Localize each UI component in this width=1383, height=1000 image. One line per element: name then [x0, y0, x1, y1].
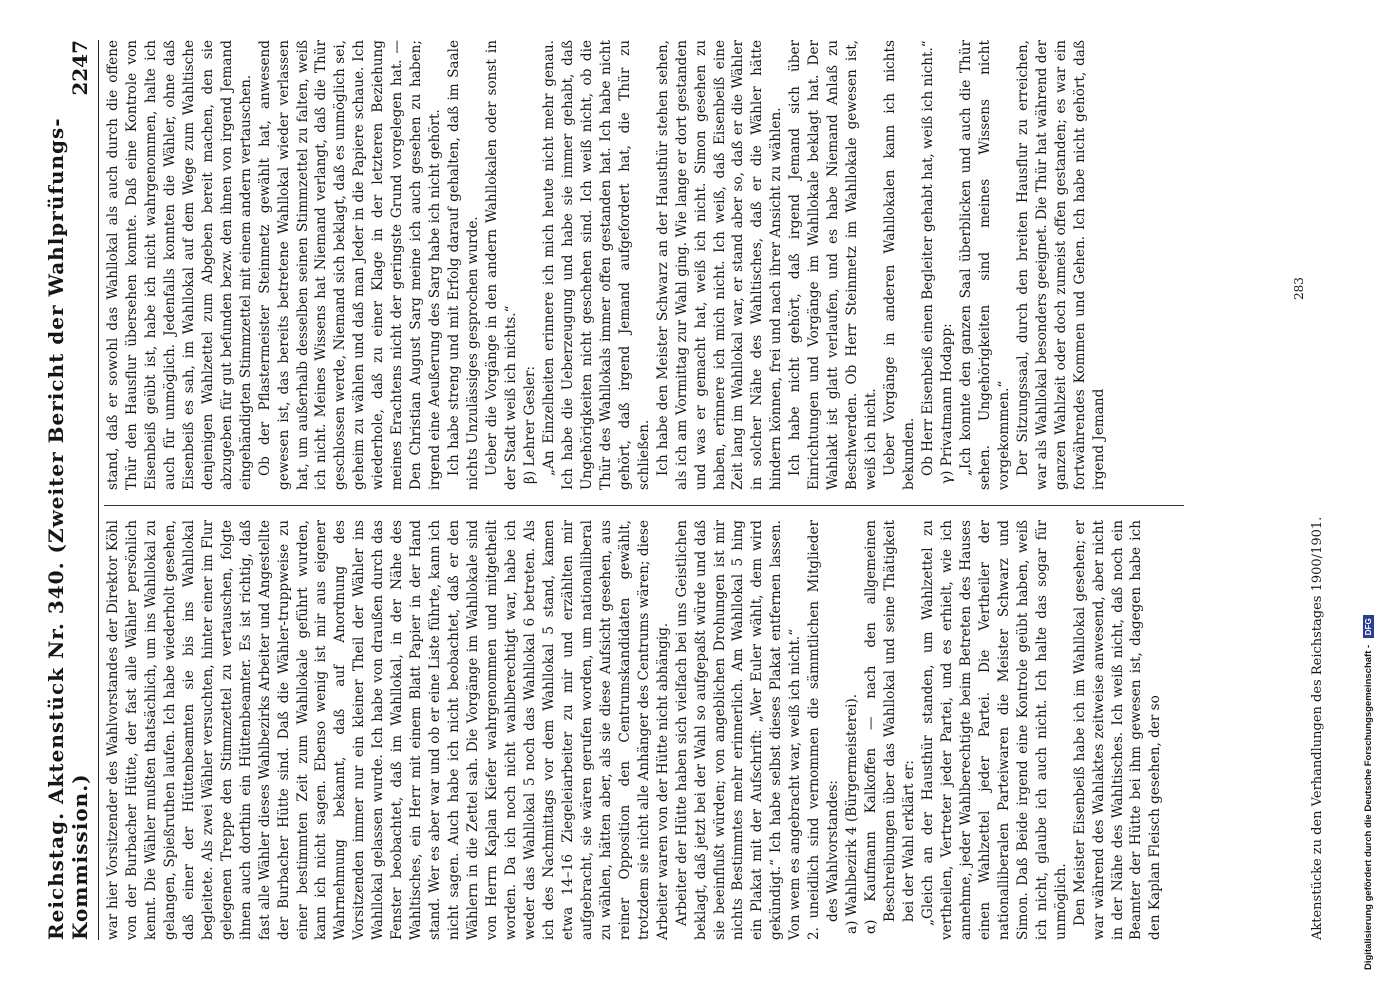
footer-source: Aktenstücke zu den Verhandlungen des Reichstages 1900/1901. [1310, 516, 1325, 940]
right-column [104, 40, 1109, 490]
subsection-heading: a) Wahlbezirk 4 (Bürgermeisterei). [844, 693, 861, 934]
paragraph: Ich habe nicht gehört, daß irgend Jemand sich über Einrichtungen und Vorgänge im Wahllokale beklagt hat. Der Wahlakt ist glatt verlaufen, und es habe Niemand Anlaß zu Beschwerden. Ob Herr Steinmetz im Wahllokale gewesen ist, weiß ich nicht. [787, 40, 880, 490]
header-page-number: 2247 [68, 40, 92, 96]
paragraph: Ueber Vorgänge in anderen Wahllokalen kann ich nichts bekunden. [882, 40, 918, 490]
digitization-note [1363, 0, 1374, 970]
column-divider [104, 505, 1184, 506]
footer-page-number: 283 [1292, 277, 1306, 300]
paragraph: stand, daß er sowohl das Wahllokal als auch durch die offene Thür den Hausflur übersehen konnte. Daß eine Kontrole von Eisenbeiß geübt ist, habe ich nicht wahrgenommen, halte ich auch für unmöglich. Jedenfalls konnten die Wähler, ohne daß Eisenbeiß es sah, im Wahllokal auf dem Wege zum Wahltische denjenigen Wahlzettel zum Abgeben bereit machen, den sie abzugeben für gut befunden bezw. den ihnen von irgend Jemand eingehändigten Stimmzettel mit einem andern vertauschen. [105, 40, 254, 490]
paragraph: Ich habe streng und mit Erfolg darauf gehalten, daß im Saale nichts Unzulässiges gesprochen wurde. [446, 40, 482, 490]
paragraph: Arbeiter der Hütte haben sich vielfach bei uns Geistlichen beklagt, daß jetzt bei der Wahl so aufgepaßt würde und daß sie beeinflußt würden; von angeblichen Drohungen ist mir nichts Bestimmtes mehr erinnerlich. Am Wahllokal 5 hing ein Plakat mit der Aufschrift: „Wer Euler wählt, dem wird gekündigt.“ Ich habe selbst dieses Plakat entfernen lassen. Von wem es angebracht war, weiß ich nicht.“ [673, 520, 804, 940]
section-heading: 2. uneidlich sind vernommen die sämmtlichen Mitglieder des Wahlvorstandes: [806, 520, 842, 940]
dfg-logo: DFG [1363, 615, 1374, 638]
paragraph: „Ich konnte den ganzen Saal überblicken und auch die Thür sehen. Ungehörigkeiten sind meines Wissens nicht vorgekommen.“ [957, 40, 1012, 490]
paragraph: „An Einzelheiten erinnere ich mich heute nicht mehr genau. Ich habe die Ueberzeugung und habe sie immer gehabt, daß Ungehörigkeiten nicht geschehen sind. Ich weiß nicht, ob die Thür des Wahllokals immer offen gestanden hat. Ich habe nicht gehört, daß irgend Jemand aufgefordert hat, die Thür zu schließen. [540, 40, 652, 490]
digitization-note-text: Digitalisierung gefördert durch die Deutsche Forschungsgemeinschaft - [1363, 644, 1374, 970]
left-column [104, 520, 1165, 940]
witness-heading: β) Lehrer Gesler: [521, 365, 538, 484]
paragraph: „Gleich an der Hausthür standen, um Wahlzettel zu vertheilen, Vertreter jeder Partei, und es erhielt, wie ich annehme, jeder Wahlberechtigte beim Betreten des Hauses einen Wahlzettel jeder Partei. Die Vertheiler der nationalliberalen Parteiwaren die Meister Schwarz und Simon. Daß Beide irgend eine Kontrole geübt haben, weiß ich nicht, glaube ich auch nicht. Ich halte das sogar für unmöglich. [919, 520, 1069, 940]
paragraph: Ob der Pflastermeister Steinmetz gewählt hat, anwesend gewesen ist, das bereits betretene Wahllokal wieder verlassen hat, um außerhalb desselben seinen Stimmzettel zu falten, weiß ich nicht. Meines Wissens hat Niemand verlangt, daß die Thür geschlossen werde, Niemand sich beklagt, daß es unmöglich sei, geheim zu wählen und daß man Jeder in die Papiere schaue. Ich wiederhole, daß zu einer Klage in der letzteren Beziehung meines Erachtens nicht der geringste Grund vorgelegen hat. — Den Christian August Sarg meine ich auch gesehen zu haben; irgend eine Aeußerung des Sarg habe ich nicht gehört. [256, 40, 444, 490]
paragraph: Ich habe den Meister Schwarz an der Hausthür stehen sehen, als ich am Vormittag zur Wahl ging. Wie lange er dort gestanden und was er gemacht hat, weiß ich nicht. Simon gesehen zu haben, erinnere ich mich nicht. Ich weiß, daß Eisenbeiß eine Zeit lang im Wahllokal war, er stand aber so, daß er die Wähler in solcher Nähe des Wahltisches, daß er die Wähler hätte hindern können, frei und nach ihrer Ansicht zu wählen. [654, 40, 785, 490]
page-header [44, 40, 99, 940]
paragraph: war hier Vorsitzender des Wahlvorstandes der Direktor Köhl von der Burbacher Hütte, der fast alle Wähler persönlich kennt. Die Wähler mußten thatsächlich, um ins Wahllokal zu gelangen, Spießruthen laufen. Ich habe wiederholt gesehen, daß einer der Hüttenbeamten sie bis ins Wahllokal begleitete. Als zwei Wähler versuchten, hinter einer im Flur gelegenen Treppe den Stimmzettel zu vertauschen, folgte ihnen auch dorthin ein Hüttenbeamter. Es ist richtig, daß fast alle Wähler dieses Wahlbezirks Arbeiter und Angestellte der Burbacher Hütte sind. Daß die Wähler-truppweise zu einer bestimmten Zeit zum Wahllokale geführt wurden, kann ich nicht sagen. Ebenso wenig ist mir aus eigener Wahrnehmung bekannt, daß auf Anordnung des Vorsitzenden immer nur ein kleiner Theil der Wähler ins Wahllokal gelassen wurde. Ich habe von draußen durch das Fenster beobachtet, daß im Wahllokal, in der Nähe des Wahltisches, ein Herr mit einem Blatt Papier in der Hand stand. Wer es aber war und ob er eine Liste führte, kann ich nicht sagen. Auch habe ich nicht beobachtet, daß er den Wählern in die Zettel sah. Die Vorgänge im Wahllokale sind von Herrn Kaplan Kiefer wahrgenommen und mitgetheilt worden. Da ich noch nicht wahlberechtigt war, habe ich weder das Wahllokal 5 noch das Wahllokal 6 betreten. Als ich des Nachmittags vor dem Wahllokal 5 stand, kamen etwa 14–16 Ziegeleiarbeiter zu mir und erzählten mir aufgebracht, sie wären gerufen worden, um nationalliberal zu wählen, hätten aber, als sie diese Aufsicht gesehen, aus reiner Opposition den Centrumskandidaten gewählt, trotzdem sie nicht alle Anhänger des Centrums wären; diese Arbeiter waren von der Hütte nicht abhängig. [105, 520, 671, 940]
paragraph: Ueber die Vorgänge in den andern Wahllokalen oder sonst in der Stadt weiß ich nichts.“ [484, 40, 520, 490]
paragraph: Der Sitzungssaal, durch den breiten Hausflur zu erreichen, war als Wahllokal besonders geeignet. Die Thür hat während der ganzen Wahlzeit oder doch zumeist offen gestanden; es war ein fortwährendes Kommen und Gehen. Ich habe nicht gehört, daß irgend Jemand [1014, 40, 1107, 490]
paragraph: Den Meister Eisenbeiß habe ich im Wahllokal gesehen; er war während des Wahlaktes zeitweise anwesend, aber nicht in der Nähe des Wahltisches. Ich weiß nicht, daß noch ein Beamter der Hütte bei ihm gewesen ist, dagegen habe ich den Kaplan Fleisch gesehen, der so [1071, 520, 1164, 940]
header-title: Reichstag. Aktenstück Nr. 340. (Zweiter Bericht der Wahlprüfungs-Kommission.) [44, 117, 92, 940]
witness-heading: γ) Privatmann Hodapp: [938, 323, 955, 484]
paragraph: Ob Herr Eisenbeiß einen Begleiter gehabt hat, weiß ich nicht.“ [919, 40, 936, 476]
witness-heading: α) Kaufmann Kalkoffen — nach den allgemeinen Beschreibungen über das Wahllokal und seine Thätigkeit bei der Wahl erklärt er: [863, 520, 918, 934]
